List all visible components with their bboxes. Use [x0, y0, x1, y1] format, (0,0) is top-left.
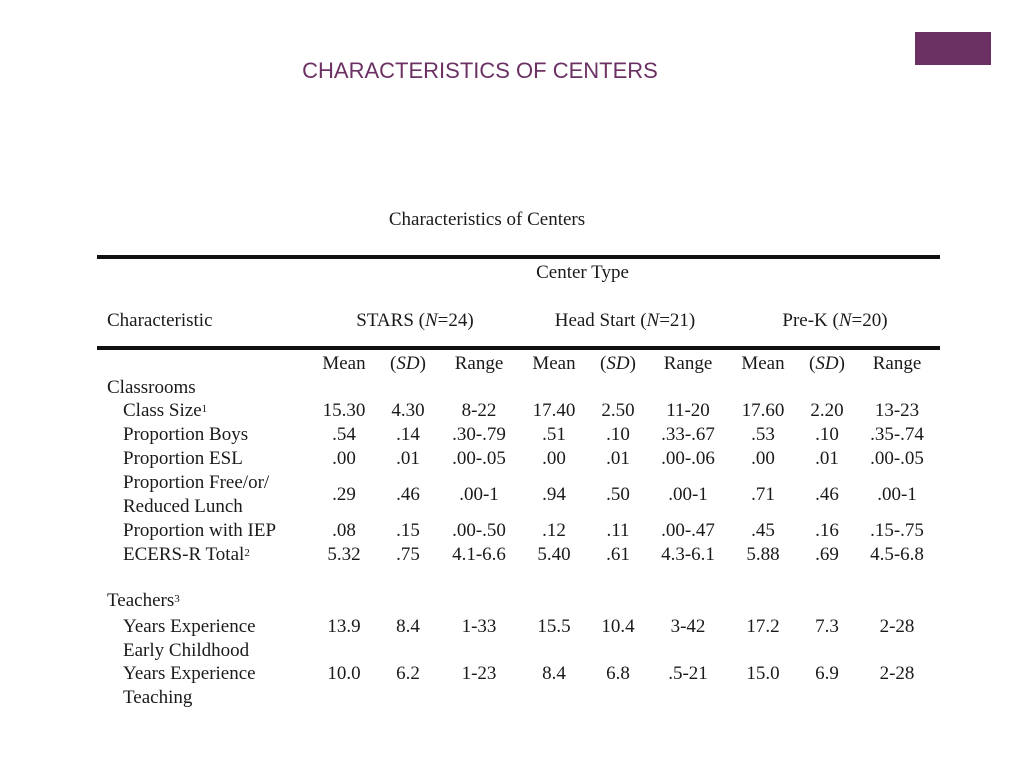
row-label-text: Early Childhood	[123, 640, 250, 661]
cell-range: 4.1-6.6	[452, 544, 506, 565]
cell-sd: .11	[606, 520, 630, 541]
n-label: N	[838, 310, 852, 331]
cell-range: 2-28	[879, 663, 915, 684]
cell-sd: .69	[815, 544, 839, 565]
cell-mean: .71	[751, 484, 775, 505]
group-header-pre-k	[755, 310, 915, 332]
row-label	[123, 496, 243, 518]
cell-range: .35-.74	[870, 424, 924, 445]
cell-sd: .01	[815, 448, 839, 469]
group-name: Pre-K (	[782, 310, 839, 331]
cell-sd: .14	[396, 424, 420, 445]
cell-mean: 17.60	[741, 400, 785, 421]
row-label	[123, 640, 249, 662]
cell-mean: .51	[542, 424, 566, 445]
subheader-range: Range	[872, 353, 922, 374]
cell-sd: 8.4	[396, 616, 420, 637]
cell-range: .15-.75	[870, 520, 924, 541]
cell-range: .00-1	[459, 484, 499, 505]
row-label-text: Years Experience	[123, 616, 256, 637]
n-label: N	[424, 310, 438, 331]
group-name: Head Start (	[554, 310, 647, 331]
row-label	[123, 472, 269, 494]
cell-mean: 13.9	[327, 616, 361, 637]
cell-sd: .01	[606, 448, 630, 469]
row-label	[123, 448, 243, 470]
section-label	[107, 590, 180, 612]
cell-range: .00-.50	[452, 520, 506, 541]
row-label-text: Teaching	[123, 687, 193, 708]
section-label	[107, 377, 196, 399]
cell-mean: .12	[542, 520, 566, 541]
section-label-text: Teachers	[107, 590, 175, 611]
row-label	[123, 544, 250, 566]
cell-mean: 8.4	[542, 663, 566, 684]
cell-mean: .54	[332, 424, 356, 445]
cell-mean: 10.0	[327, 663, 361, 684]
cell-sd: .46	[815, 484, 839, 505]
cell-mean: .29	[332, 484, 356, 505]
subheader-sd	[381, 353, 435, 375]
row-label-text: Class Size	[123, 400, 202, 421]
table-header-rule	[97, 346, 940, 350]
sd-label: SD	[815, 353, 839, 374]
cell-sd: .46	[396, 484, 420, 505]
cell-range: 8-22	[461, 400, 497, 421]
cell-mean: 17.2	[746, 616, 780, 637]
subheader-range: Range	[454, 353, 504, 374]
cell-range: .00-.05	[452, 448, 506, 469]
subheader-sd	[800, 353, 854, 375]
cell-range: .5-21	[668, 663, 708, 684]
cell-range: 11-20	[666, 400, 710, 421]
cell-mean: .45	[751, 520, 775, 541]
cell-sd: 4.30	[391, 400, 425, 421]
sd-open-paren: (	[390, 353, 397, 374]
cell-mean: .08	[332, 520, 356, 541]
cell-sd: 6.8	[606, 663, 630, 684]
cell-mean: 15.5	[537, 616, 571, 637]
cell-range: 1-23	[461, 663, 497, 684]
table-top-rule	[97, 255, 940, 259]
group-name: STARS (	[356, 310, 425, 331]
cell-mean: .53	[751, 424, 775, 445]
cell-sd: 6.2	[396, 663, 420, 684]
cell-sd: 2.50	[601, 400, 635, 421]
cell-range: .00-.05	[870, 448, 924, 469]
cell-mean: .00	[332, 448, 356, 469]
cell-mean: 15.30	[322, 400, 366, 421]
footnote-marker: 3	[174, 593, 180, 605]
cell-range: .00-.47	[661, 520, 715, 541]
row-label	[123, 520, 276, 542]
row-label-text: Years Experience	[123, 663, 256, 684]
sd-close-paren: )	[838, 353, 845, 374]
row-label-text: Proportion Free/or/	[123, 472, 270, 493]
sd-close-paren: )	[419, 353, 426, 374]
cell-range: .00-1	[668, 484, 708, 505]
sd-label: SD	[396, 353, 420, 374]
group-header-head-start	[535, 310, 715, 332]
cell-range: 2-28	[879, 616, 915, 637]
characteristic-header: Characteristic	[107, 310, 213, 331]
group-header-stars	[330, 310, 500, 332]
cell-sd: .10	[815, 424, 839, 445]
sd-open-paren: (	[809, 353, 816, 374]
n-value: =21)	[659, 310, 696, 331]
row-label	[123, 424, 248, 446]
cell-sd: .15	[396, 520, 420, 541]
cell-range: .30-.79	[452, 424, 506, 445]
n-label: N	[646, 310, 660, 331]
center-type-header: Center Type	[536, 262, 629, 283]
footnote-marker: 2	[244, 547, 250, 559]
row-label-text: Proportion Boys	[123, 424, 249, 445]
row-label	[123, 663, 256, 685]
cell-sd: .75	[396, 544, 420, 565]
row-label-text: ECERS-R Total	[123, 544, 245, 565]
subheader-mean: Mean	[741, 353, 785, 374]
footnote-marker: 1	[201, 403, 208, 415]
cell-mean: .94	[542, 484, 566, 505]
cell-range: .00-.06	[661, 448, 715, 469]
cell-range: 3-42	[670, 616, 706, 637]
cell-sd: .10	[606, 424, 630, 445]
table-title: Characteristics of Centers	[388, 209, 586, 230]
row-label	[123, 687, 192, 709]
slide-title: CHARACTERISTICS OF CENTERS	[302, 58, 658, 83]
section-label-text: Classrooms	[107, 377, 196, 398]
cell-range: 1-33	[461, 616, 497, 637]
row-label	[123, 616, 256, 638]
row-label-text: Proportion with IEP	[123, 520, 277, 541]
cell-range: 13-23	[874, 400, 920, 421]
sd-open-paren: (	[600, 353, 607, 374]
row-label	[123, 400, 207, 422]
row-label-text: Proportion ESL	[123, 448, 243, 469]
cell-mean: 5.88	[746, 544, 780, 565]
cell-range: .00-1	[877, 484, 917, 505]
row-label-text: Reduced Lunch	[123, 496, 243, 517]
cell-mean: 5.32	[327, 544, 361, 565]
cell-mean: .00	[542, 448, 566, 469]
cell-sd: 2.20	[810, 400, 844, 421]
subheader-range: Range	[663, 353, 713, 374]
cell-sd: .50	[606, 484, 630, 505]
subheader-mean: Mean	[322, 353, 366, 374]
cell-sd: 7.3	[815, 616, 839, 637]
cell-range: 4.3-6.1	[661, 544, 715, 565]
cell-sd: .61	[606, 544, 630, 565]
sd-close-paren: )	[629, 353, 636, 374]
cell-mean: 5.40	[537, 544, 571, 565]
subheader-mean: Mean	[532, 353, 576, 374]
cell-sd: .16	[815, 520, 839, 541]
cell-mean: .00	[751, 448, 775, 469]
sd-label: SD	[606, 353, 630, 374]
n-value: =24)	[437, 310, 474, 331]
cell-range: 4.5-6.8	[870, 544, 924, 565]
cell-range: .33-.67	[661, 424, 715, 445]
cell-sd: 10.4	[601, 616, 635, 637]
cell-mean: 15.0	[746, 663, 780, 684]
cell-mean: 17.40	[532, 400, 576, 421]
cell-sd: 6.9	[815, 663, 839, 684]
subheader-sd	[591, 353, 645, 375]
cell-sd: .01	[396, 448, 420, 469]
n-value: =20)	[851, 310, 888, 331]
